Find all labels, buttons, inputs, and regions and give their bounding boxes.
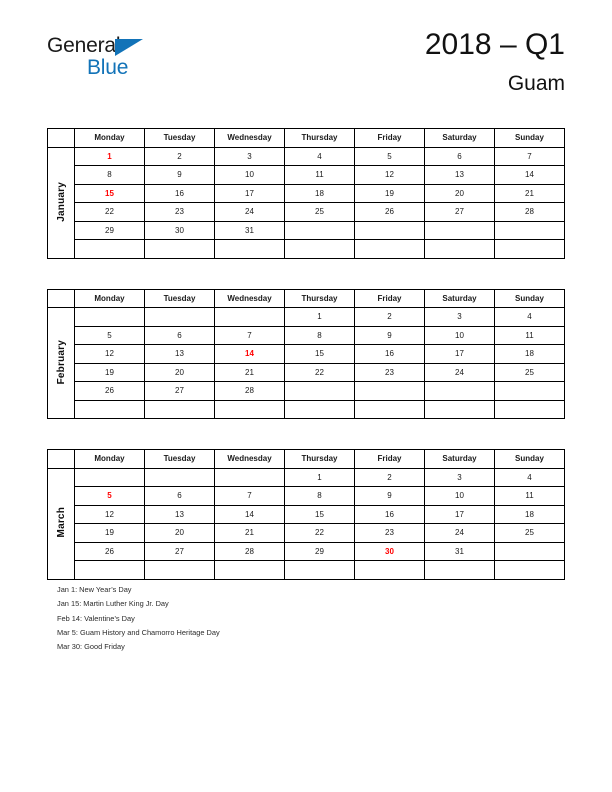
day-cell[interactable]: 7 — [215, 487, 285, 506]
day-cell[interactable]: 25 — [495, 524, 565, 543]
week-row — [48, 505, 565, 524]
day-cell-empty — [425, 382, 495, 401]
day-cell-holiday[interactable]: 14 — [215, 345, 285, 364]
quarter-calendars — [47, 128, 565, 610]
day-cell[interactable]: 31 — [215, 221, 285, 240]
week-row — [48, 147, 565, 166]
day-cell[interactable]: 15 — [285, 345, 355, 364]
day-cell[interactable]: 12 — [355, 166, 425, 185]
day-cell-holiday[interactable]: 15 — [75, 184, 145, 203]
day-cell-empty — [425, 561, 495, 580]
day-cell[interactable]: 31 — [425, 542, 495, 561]
weekday-header-tuesday: Tuesday — [145, 289, 215, 308]
week-row — [48, 240, 565, 259]
day-cell[interactable]: 6 — [145, 326, 215, 345]
day-cell[interactable]: 20 — [425, 184, 495, 203]
weekday-header-wednesday: Wednesday — [215, 289, 285, 308]
day-cell[interactable]: 12 — [75, 345, 145, 364]
day-cell[interactable]: 2 — [355, 308, 425, 327]
day-cell[interactable]: 3 — [425, 468, 495, 487]
day-cell[interactable]: 29 — [75, 221, 145, 240]
calendar-table — [47, 449, 565, 580]
month-label-corner — [48, 450, 75, 469]
day-cell[interactable]: 24 — [425, 524, 495, 543]
day-cell[interactable]: 8 — [75, 166, 145, 185]
brand-triangle-icon — [115, 39, 143, 56]
day-cell-empty — [215, 240, 285, 259]
week-row — [48, 468, 565, 487]
day-cell-holiday[interactable]: 30 — [355, 542, 425, 561]
day-cell-empty — [145, 400, 215, 419]
day-cell-empty — [495, 221, 565, 240]
title-block — [425, 28, 565, 97]
day-cell[interactable]: 23 — [355, 363, 425, 382]
day-cell[interactable]: 5 — [355, 147, 425, 166]
day-cell[interactable]: 29 — [285, 542, 355, 561]
day-cell-holiday[interactable]: 1 — [75, 147, 145, 166]
day-cell-empty — [495, 542, 565, 561]
weekday-header-monday: Monday — [75, 129, 145, 148]
day-cell-empty — [425, 400, 495, 419]
day-cell-empty — [75, 240, 145, 259]
day-cell[interactable]: 10 — [425, 487, 495, 506]
week-row — [48, 326, 565, 345]
week-row — [48, 221, 565, 240]
day-cell[interactable]: 16 — [355, 345, 425, 364]
day-cell-empty — [285, 221, 355, 240]
week-row — [48, 166, 565, 185]
day-cell[interactable]: 21 — [215, 363, 285, 382]
day-cell-empty — [355, 240, 425, 259]
day-cell[interactable]: 9 — [355, 487, 425, 506]
day-cell[interactable]: 19 — [75, 363, 145, 382]
week-row — [48, 345, 565, 364]
day-cell-empty — [285, 561, 355, 580]
day-cell[interactable]: 19 — [75, 524, 145, 543]
day-cell[interactable]: 20 — [145, 524, 215, 543]
week-row — [48, 524, 565, 543]
day-cell[interactable]: 6 — [145, 487, 215, 506]
weekday-header-wednesday: Wednesday — [215, 450, 285, 469]
day-cell[interactable]: 25 — [285, 203, 355, 222]
weekday-header-friday: Friday — [355, 450, 425, 469]
day-cell[interactable]: 23 — [355, 524, 425, 543]
month-block-february — [47, 289, 565, 420]
day-cell-holiday[interactable]: 5 — [75, 487, 145, 506]
day-cell[interactable]: 1 — [285, 308, 355, 327]
day-cell[interactable]: 1 — [285, 468, 355, 487]
day-cell[interactable]: 10 — [215, 166, 285, 185]
day-cell-empty — [355, 400, 425, 419]
day-cell[interactable]: 18 — [495, 505, 565, 524]
day-cell-empty — [215, 400, 285, 419]
day-cell-empty — [75, 561, 145, 580]
legend-item: Jan 1: New Year’s Day — [57, 585, 132, 594]
day-cell-empty — [495, 240, 565, 259]
day-cell[interactable]: 17 — [425, 505, 495, 524]
weekday-header-row — [48, 129, 565, 148]
day-cell[interactable]: 14 — [495, 166, 565, 185]
weekday-header-tuesday: Tuesday — [145, 129, 215, 148]
day-cell-empty — [285, 400, 355, 419]
day-cell[interactable]: 27 — [425, 203, 495, 222]
day-cell-empty — [355, 561, 425, 580]
brand-line-top — [47, 34, 247, 58]
day-cell[interactable]: 19 — [355, 184, 425, 203]
day-cell[interactable]: 21 — [215, 524, 285, 543]
day-cell[interactable]: 15 — [285, 505, 355, 524]
day-cell-empty — [285, 382, 355, 401]
day-cell[interactable]: 27 — [145, 542, 215, 561]
day-cell[interactable]: 2 — [145, 147, 215, 166]
weekday-header-sunday: Sunday — [495, 129, 565, 148]
weekday-header-thursday: Thursday — [285, 129, 355, 148]
weekday-header-row — [48, 289, 565, 308]
month-label-corner — [48, 289, 75, 308]
month-name-label — [48, 308, 75, 419]
week-row — [48, 363, 565, 382]
day-cell-empty — [145, 561, 215, 580]
weekday-header-thursday: Thursday — [285, 450, 355, 469]
page-title: 2018 – Q1 — [424, 28, 565, 61]
day-cell[interactable]: 22 — [75, 203, 145, 222]
day-cell[interactable]: 18 — [495, 345, 565, 364]
month-name-text: March — [55, 507, 67, 538]
day-cell[interactable]: 28 — [495, 203, 565, 222]
weekday-header-monday: Monday — [75, 450, 145, 469]
month-block-january — [47, 128, 565, 259]
day-cell[interactable]: 2 — [355, 468, 425, 487]
day-cell-empty — [355, 382, 425, 401]
day-cell[interactable]: 9 — [355, 326, 425, 345]
day-cell-empty — [75, 468, 145, 487]
day-cell[interactable]: 22 — [285, 363, 355, 382]
day-cell-empty — [495, 561, 565, 580]
day-cell-empty — [145, 240, 215, 259]
day-cell-empty — [215, 468, 285, 487]
week-row — [48, 382, 565, 401]
day-cell[interactable]: 5 — [75, 326, 145, 345]
month-name-label — [48, 147, 75, 258]
day-cell[interactable]: 28 — [215, 542, 285, 561]
weekday-header-friday: Friday — [355, 289, 425, 308]
day-cell[interactable]: 11 — [495, 326, 565, 345]
day-cell[interactable]: 7 — [495, 147, 565, 166]
day-cell-empty — [215, 308, 285, 327]
weekday-header-sunday: Sunday — [495, 450, 565, 469]
week-row — [48, 400, 565, 419]
day-cell[interactable]: 20 — [145, 363, 215, 382]
day-cell[interactable]: 24 — [425, 363, 495, 382]
week-row — [48, 487, 565, 506]
day-cell-empty — [495, 382, 565, 401]
day-cell[interactable]: 21 — [495, 184, 565, 203]
week-row — [48, 308, 565, 327]
day-cell[interactable]: 9 — [145, 166, 215, 185]
weekday-header-saturday: Saturday — [425, 129, 495, 148]
day-cell[interactable]: 23 — [145, 203, 215, 222]
day-cell[interactable]: 6 — [425, 147, 495, 166]
weekday-header-friday: Friday — [355, 129, 425, 148]
day-cell[interactable]: 25 — [495, 363, 565, 382]
day-cell[interactable]: 26 — [355, 203, 425, 222]
weekday-header-tuesday: Tuesday — [145, 450, 215, 469]
week-row — [48, 184, 565, 203]
legend-item: Jan 15: Martin Luther King Jr. Day — [57, 599, 169, 609]
brand-name-general: General — [47, 34, 121, 57]
day-cell[interactable]: 12 — [75, 505, 145, 524]
day-cell-empty — [495, 400, 565, 419]
day-cell[interactable]: 16 — [145, 184, 215, 203]
day-cell[interactable]: 11 — [495, 487, 565, 506]
day-cell-empty — [75, 400, 145, 419]
day-cell[interactable]: 4 — [285, 147, 355, 166]
week-row — [48, 561, 565, 580]
day-cell[interactable]: 24 — [215, 203, 285, 222]
day-cell[interactable]: 13 — [145, 505, 215, 524]
day-cell[interactable]: 11 — [285, 166, 355, 185]
day-cell[interactable]: 18 — [285, 184, 355, 203]
weekday-header-sunday: Sunday — [495, 289, 565, 308]
day-cell-empty — [145, 468, 215, 487]
day-cell[interactable]: 10 — [425, 326, 495, 345]
legend-item: Feb 14: Valentine’s Day — [57, 613, 135, 623]
page-header — [0, 0, 612, 95]
day-cell[interactable]: 17 — [215, 184, 285, 203]
day-cell[interactable]: 27 — [145, 382, 215, 401]
weekday-header-saturday: Saturday — [425, 289, 495, 308]
week-row — [48, 542, 565, 561]
weekday-header-monday: Monday — [75, 289, 145, 308]
day-cell-empty — [355, 221, 425, 240]
day-cell[interactable]: 13 — [145, 345, 215, 364]
month-block-march — [47, 449, 565, 580]
day-cell[interactable]: 3 — [215, 147, 285, 166]
day-cell[interactable]: 4 — [495, 468, 565, 487]
day-cell-empty — [425, 221, 495, 240]
page-subtitle: Guam — [507, 72, 565, 95]
brand-logo — [47, 34, 247, 84]
day-cell[interactable]: 22 — [285, 524, 355, 543]
day-cell-empty — [285, 240, 355, 259]
weekday-header-thursday: Thursday — [285, 289, 355, 308]
day-cell-empty — [75, 308, 145, 327]
weekday-header-wednesday: Wednesday — [215, 129, 285, 148]
month-name-text: January — [55, 181, 67, 222]
day-cell-empty — [215, 561, 285, 580]
day-cell[interactable]: 8 — [285, 487, 355, 506]
day-cell[interactable]: 16 — [355, 505, 425, 524]
day-cell[interactable]: 8 — [285, 326, 355, 345]
day-cell-empty — [425, 240, 495, 259]
holiday-legend — [57, 583, 537, 654]
day-cell[interactable]: 26 — [75, 542, 145, 561]
calendar-table — [47, 128, 565, 259]
day-cell[interactable]: 13 — [425, 166, 495, 185]
day-cell[interactable]: 28 — [215, 382, 285, 401]
month-name-label — [48, 468, 75, 579]
weekday-header-row — [48, 450, 565, 469]
month-name-text: February — [55, 339, 67, 385]
day-cell[interactable]: 7 — [215, 326, 285, 345]
weekday-header-saturday: Saturday — [425, 450, 495, 469]
day-cell[interactable]: 14 — [215, 505, 285, 524]
week-row — [48, 203, 565, 222]
day-cell[interactable]: 3 — [425, 308, 495, 327]
calendar-table — [47, 289, 565, 420]
brand-name-blue: Blue — [87, 56, 129, 79]
day-cell[interactable]: 26 — [75, 382, 145, 401]
day-cell[interactable]: 17 — [425, 345, 495, 364]
day-cell[interactable]: 30 — [145, 221, 215, 240]
day-cell[interactable]: 4 — [495, 308, 565, 327]
legend-item: Mar 30: Good Friday — [57, 642, 125, 652]
month-label-corner — [48, 129, 75, 148]
legend-item: Mar 5: Guam History and Chamorro Heritage Day — [57, 627, 220, 637]
day-cell-empty — [145, 308, 215, 327]
